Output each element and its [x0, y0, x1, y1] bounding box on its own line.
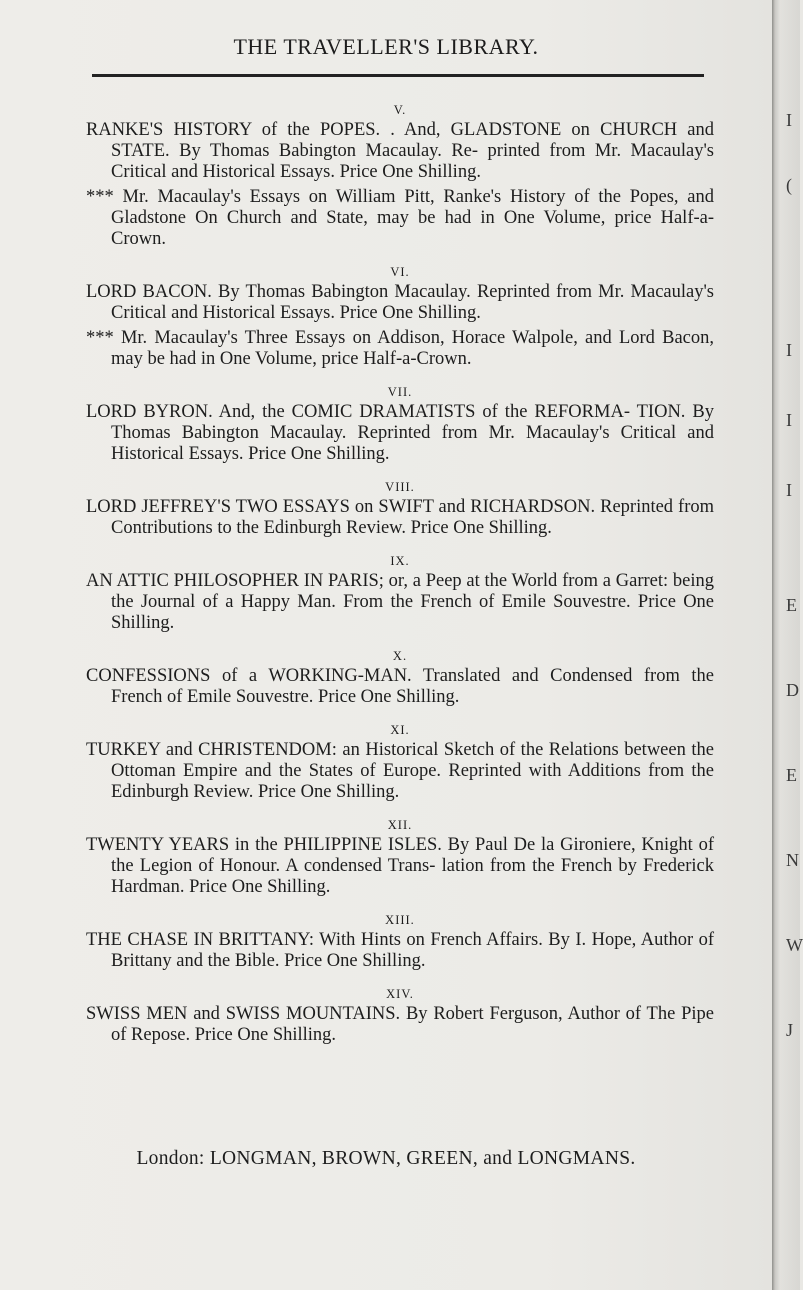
- entry-line: between the Ottoman Empire and the States of Europe. Reprinted: [111, 740, 714, 781]
- entry-number: V.: [393, 103, 407, 117]
- catalogue-entry: [86, 912, 714, 972]
- entry-line: LORD BACON. By Thomas Babington Macaulay. Reprinted from: [86, 282, 593, 302]
- note-line: Lord Bacon, may be had in One Volume, price Half-a-Crown.: [111, 328, 714, 369]
- entry-description: [86, 497, 714, 539]
- facing-page-letter: D: [786, 680, 799, 700]
- facing-page-letter: W: [786, 935, 803, 955]
- note-line: Volume, price Half-a-Crown.: [111, 208, 715, 249]
- entry-description: [86, 835, 714, 898]
- facing-page-letter: I: [786, 480, 792, 500]
- entry-line: Shilling.: [488, 518, 552, 538]
- header-rule: [92, 74, 704, 77]
- running-head: THE TRAVELLER'S LIBRARY.: [233, 34, 539, 59]
- entry-line: Mr. Macaulay's Critical and Historical Essays. Price One Shilling.: [111, 282, 715, 323]
- entry-line: AN ATTIC PHILOSOPHER IN PARIS; or, a Peep at the World: [86, 571, 558, 591]
- facing-page-letter: J: [786, 1020, 794, 1040]
- facing-page-letter: (: [786, 175, 792, 195]
- entry-number: VII.: [387, 385, 413, 399]
- entry-description: [86, 930, 714, 972]
- entry-line: with Additions from the Edinburgh Review. Price One Shilling.: [111, 761, 715, 802]
- entry-line: Gironiere, Knight of the Legion of Honour. A condensed Trans-: [111, 835, 714, 876]
- catalogue-entry: [86, 817, 714, 898]
- entry-description: [86, 402, 714, 465]
- note-line: *** Mr. Macaulay's Essays on William Pitt, Ranke's History of the: [86, 187, 621, 207]
- entry-description: [86, 666, 714, 708]
- entry-line: SWISS MEN and SWISS MOUNTAINS. By Robert Ferguson,: [86, 1004, 563, 1024]
- entry-line: Macaulay's Critical and Historical Essays. Price One Shilling.: [111, 423, 714, 464]
- catalogue-entry: [86, 384, 714, 465]
- catalogue-entry: [86, 479, 714, 539]
- entry-number: XII.: [387, 818, 413, 832]
- entry-number: X.: [392, 649, 408, 663]
- entry-number: XIV.: [386, 987, 414, 1001]
- catalogue-entry: [86, 553, 714, 634]
- facing-page-letter: I: [786, 340, 792, 360]
- entry-note: [86, 328, 714, 370]
- entry-description: [86, 1004, 714, 1046]
- entry-line: LORD JEFFREY'S TWO ESSAYS on SWIFT and RICHARDSON.: [86, 497, 596, 517]
- entry-line: Reprinted from Contributions to the Edinburgh Review. Price One: [111, 497, 714, 538]
- entry-line: French of Emile Souvestre. Price One Shilling.: [111, 592, 715, 633]
- entry-number: XI.: [390, 723, 410, 737]
- facing-page-edge: [772, 0, 803, 1290]
- entry-note: [86, 187, 714, 250]
- entry-number: VI.: [390, 265, 410, 279]
- entry-line: TWENTY YEARS in the PHILIPPINE ISLES. By Paul De la: [86, 835, 555, 855]
- facing-page-letter: I: [786, 410, 792, 430]
- entry-line: THE CHASE IN BRITTANY: With Hints on French Affairs. By I.: [86, 930, 587, 950]
- entry-description: [86, 740, 714, 803]
- entry-line: Author of The Pipe of Repose. Price One Shilling.: [111, 1004, 714, 1045]
- entry-number: IX.: [390, 554, 410, 568]
- entry-line: Hope, Author of Brittany and the Bible. Price One Shilling.: [111, 930, 715, 971]
- entry-line: from the French of Emile Souvestre. Price One Shilling.: [111, 666, 714, 707]
- entry-line: RANKE'S HISTORY of the POPES. . And, GLADSTONE on: [86, 120, 590, 140]
- catalogue-list: [86, 96, 714, 1046]
- note-line: *** Mr. Macaulay's Three Essays on Addison, Horace Walpole, and: [86, 328, 612, 348]
- entry-line: CONFESSIONS of a WORKING-MAN. Translated and Condensed: [86, 666, 633, 686]
- entry-description: [86, 120, 714, 183]
- catalogue-entry: [86, 648, 714, 708]
- facing-page-letter: N: [786, 850, 799, 870]
- catalogue-entry: [86, 986, 714, 1046]
- note-line: Popes, and Gladstone On Church and State, may be had in One: [111, 187, 714, 228]
- entry-line: TION. By Thomas Babington Macaulay. Reprinted from Mr.: [111, 402, 714, 443]
- entry-line: CHURCH and STATE. By Thomas Babington Macaulay. Re-: [111, 120, 715, 161]
- entry-line: lation from the French by Frederick Hardman. Price One Shilling.: [111, 856, 714, 897]
- catalogue-entry: [86, 722, 714, 803]
- facing-page-letter: I: [786, 110, 792, 130]
- entry-line: One Shilling.: [382, 162, 481, 182]
- entry-line: from a Garret: being the Journal of a Happy Man. From the: [111, 571, 714, 612]
- entry-line: printed from Mr. Macaulay's Critical and Historical Essays. Price: [111, 141, 715, 182]
- facing-page-letter: E: [786, 765, 797, 785]
- entry-line: LORD BYRON. And, the COMIC DRAMATISTS of the REFORMA-: [86, 402, 630, 422]
- catalogue-entry: [86, 264, 714, 370]
- entry-line: TURKEY and CHRISTENDOM: an Historical Sketch of the Relations: [86, 740, 619, 760]
- catalogue-entry: [86, 102, 714, 250]
- entry-number: XIII.: [385, 913, 415, 927]
- entry-number: VIII.: [385, 480, 415, 494]
- entry-description: [86, 571, 714, 634]
- publisher-imprint: London: LONGMAN, BROWN, GREEN, and LONGMANS.: [136, 1148, 636, 1169]
- entry-description: [86, 282, 714, 324]
- facing-page-letter: E: [786, 595, 797, 615]
